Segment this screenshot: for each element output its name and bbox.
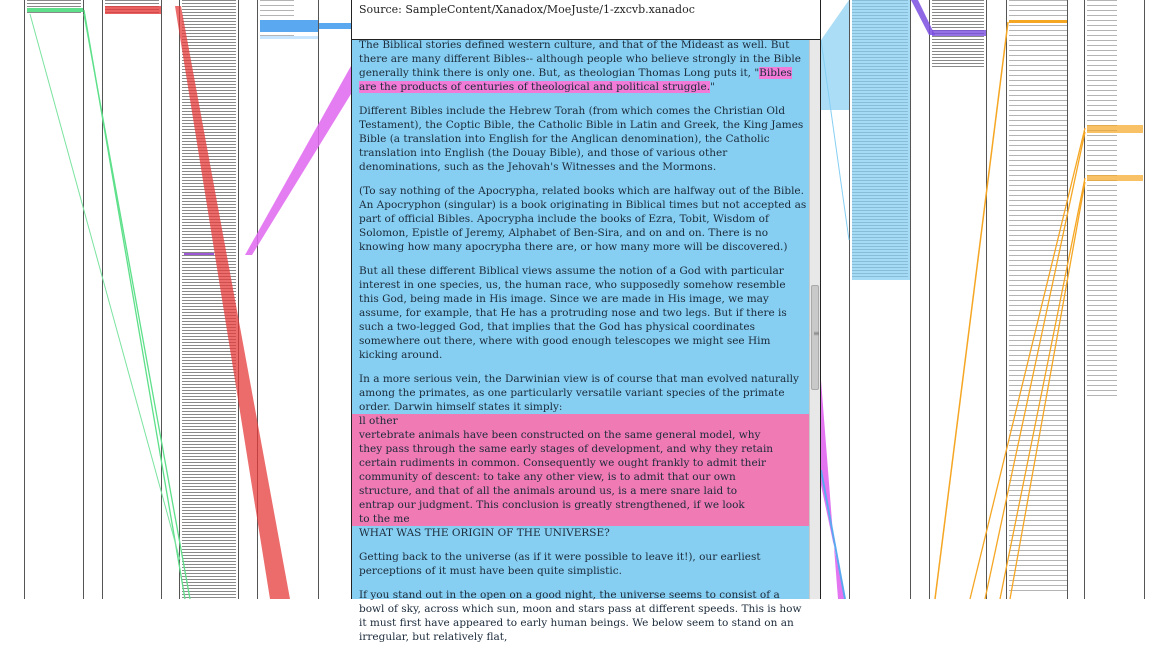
- link-span-highlight: [932, 30, 986, 36]
- link-span-highlight: [852, 0, 910, 280]
- focused-document-panel[interactable]: [351, 0, 821, 643]
- section-heading: WHAT WAS THE ORIGIN OF THE UNIVERSE?: [359, 527, 610, 539]
- document-thumbnail-text: [182, 0, 236, 599]
- link-line-blue: [821, 470, 845, 599]
- paragraph: Different Bibles include the Hebrew Torah (from which comes the Christian Old Testament), the Coptic Bible, the Catholic Bible in Latin and Greek, the King James Bible (a translation into English for the Anglican denomination), the Catholic translation into English (the Douay Bible), and those of various other denominations, such as the Jehovah's Witnesses and the Mormons.: [359, 105, 804, 173]
- quote-line: to the me: [359, 513, 410, 525]
- link-span-highlight: [260, 36, 318, 39]
- transcluded-quote-span[interactable]: Bibles are the products of centuries of theological and political struggle.: [359, 67, 792, 93]
- document-text[interactable]: [359, 38, 807, 654]
- link-span-highlight: [1087, 175, 1143, 181]
- document-thumbnail-text: [1009, 0, 1067, 591]
- paragraph-text: The Biblical stories defined western culture, and that of the Mideast as well. But there are many different Bibles-- although people who believe strongly in the Bible generally think there is only one. But, as theologian Thomas Long puts it, ": [359, 39, 801, 79]
- document-scrollbar[interactable]: [809, 40, 820, 599]
- grip-icon: ≡: [813, 329, 820, 338]
- quote-line: ll other: [359, 415, 398, 427]
- link-span-highlight: [27, 8, 83, 12]
- context-document-column[interactable]: [1084, 0, 1145, 599]
- link-span-highlight: [1009, 20, 1067, 23]
- link-span-highlight: [1087, 125, 1143, 133]
- context-document-column[interactable]: [929, 0, 987, 599]
- context-document-column[interactable]: [102, 0, 162, 599]
- context-document-column[interactable]: [179, 0, 239, 599]
- quote-line: they pass through the same early stages of development, and why they retain: [359, 443, 774, 455]
- source-path-label: Source: SampleContent/Xanadox/MoeJuste/1-zxcvb.xanadoc: [359, 3, 695, 16]
- quote-line: certain rudiments in common. Consequently we ought frankly to admit their: [359, 457, 767, 469]
- quote-line: structure, and that of all the animals around us, is a mere snare laid to: [359, 485, 738, 497]
- document-header: [352, 0, 820, 40]
- paragraph: In a more serious vein, the Darwinian view is of course that man evolved naturally among the primates, as one particularly versatile variant species of the primate order. Darwin himself states it simply:: [359, 373, 799, 413]
- link-span-highlight: [184, 253, 214, 255]
- paragraph: [359, 38, 807, 94]
- link-span-highlight: [260, 20, 318, 32]
- paragraph: But all these different Biblical views assume the notion of a God with particular interest in one species, us, the human race, who supposedly somehow resemble this God, being made in His image. Since we are made in His image, we may assume, for example, that He has a protruding nose and two legs. But if there is such a two-legged God, that implies that the God has physical coordinates somewhere out there, where with good enough telescopes we might see Him kicking around.: [359, 265, 787, 361]
- link-span-highlight: [105, 6, 161, 14]
- document-thumbnail-text: [1087, 0, 1117, 399]
- document-body[interactable]: [352, 39, 820, 643]
- link-beam-pink: [821, 380, 845, 599]
- transcluded-quote-block[interactable]: [352, 414, 816, 526]
- link-beam-lightblue: [821, 0, 849, 110]
- paragraph-text: ": [710, 81, 715, 93]
- context-document-column[interactable]: [257, 0, 319, 599]
- scrollbar-thumb[interactable]: [811, 285, 819, 390]
- paragraph: (To say nothing of the Apocrypha, related books which are halfway out of the Bible. An Apocryphon (singular) is a book originating in Biblical times but not accepted as part of official Bibles. Apocrypha include the books of Ezra, Tobit, Wisdom of Solomon, Epistle of Jeremy, Alphabet of Ben-Sira, and on and on. There is no knowing how many apocrypha there are, or how many more will be discovered.): [359, 185, 807, 253]
- link-line-lightblue: [821, 40, 849, 240]
- paragraph: If you stand out in the open on a good night, the universe seems to consist of a bowl of sky, across which sun, moon and stars pass at different speeds. This is how it must first have appeared to early human beings. We below seem to stand on an irregular, but relatively flat,: [359, 589, 802, 643]
- quote-line: entrap our judgment. This conclusion is greatly strengthened, if we look: [359, 499, 745, 511]
- context-document-column[interactable]: [849, 0, 911, 599]
- context-document-column[interactable]: [24, 0, 84, 599]
- context-document-column[interactable]: [1006, 0, 1068, 599]
- paragraph: Getting back to the universe (as if it were possible to leave it!), our earliest perceptions of it must have been quite simplistic.: [359, 551, 761, 577]
- quote-line: vertebrate animals have been constructed on the same general model, why: [359, 429, 761, 441]
- quote-line: community of descent: to take any other view, is to admit that our own: [359, 471, 736, 483]
